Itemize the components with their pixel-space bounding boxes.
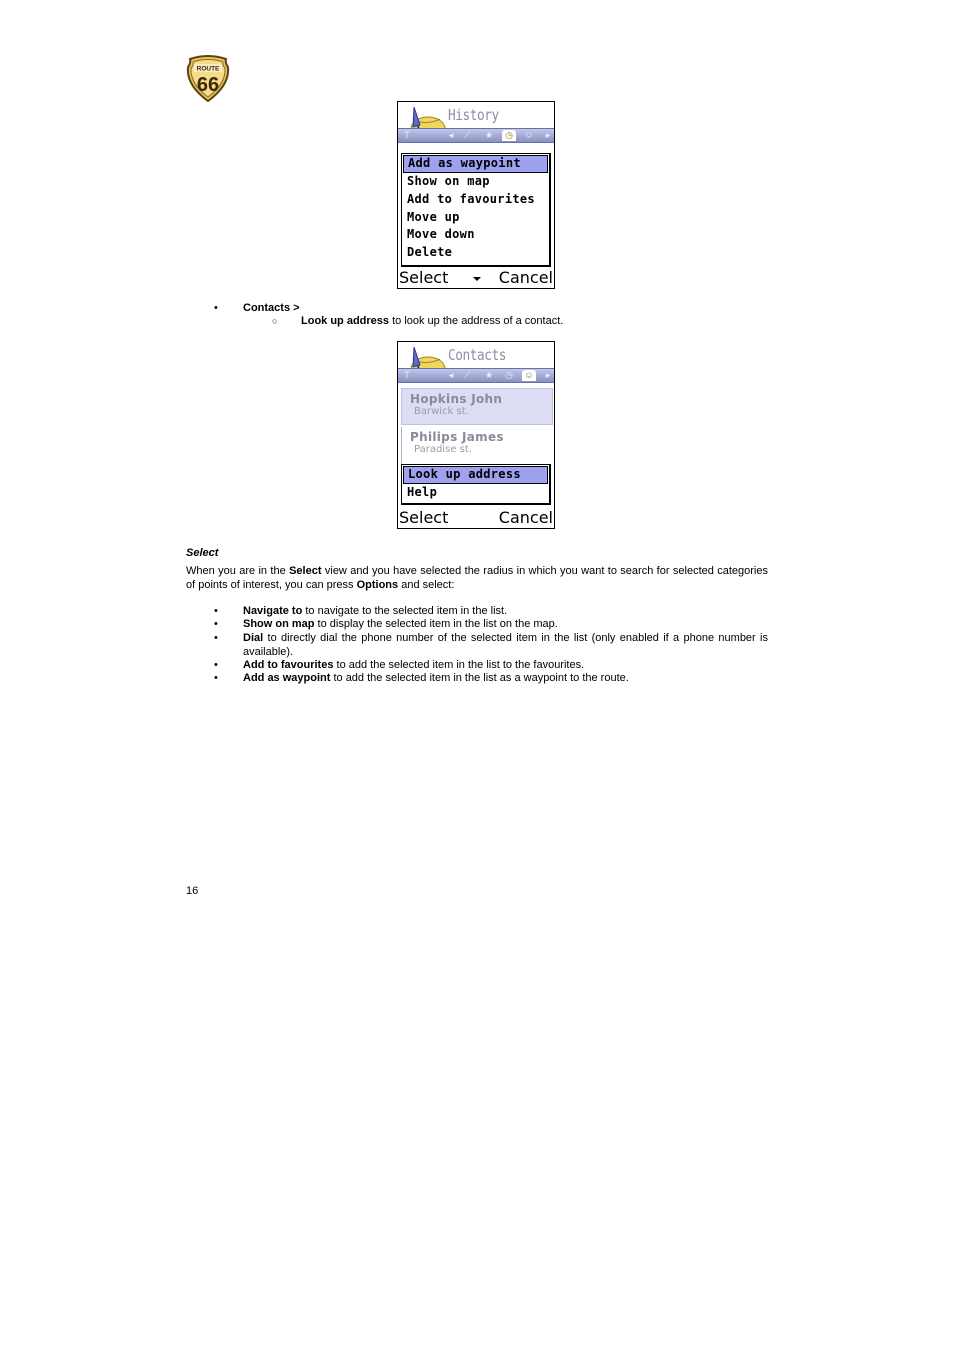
tab-bar	[398, 128, 554, 143]
list-item	[243, 632, 768, 659]
list-item[interactable]	[401, 427, 553, 464]
item-term: Add as waypoint	[243, 672, 331, 684]
menu-item-help[interactable]: Help	[407, 485, 438, 499]
menu-item-add-to-favourites[interactable]: Add to favourites	[407, 191, 535, 206]
svg-text:ROUTE: ROUTE	[196, 65, 220, 73]
star-icon[interactable]: ★	[484, 370, 494, 380]
signal-icon: T	[404, 130, 410, 140]
softkey-bar	[398, 268, 554, 288]
menu-item-move-down[interactable]: Move down	[407, 227, 475, 242]
look-up-address-term: Look up address	[301, 315, 390, 327]
item-desc: to add the selected item in the list to the favourites.	[333, 659, 585, 671]
arrow-right-icon[interactable]: ▸	[545, 370, 551, 380]
contact-name: Philips James	[410, 430, 504, 444]
options-menu	[401, 464, 551, 505]
intro-term: Select	[289, 565, 322, 577]
page-number: 16	[186, 885, 199, 897]
clock-icon[interactable]: ◷	[505, 370, 513, 380]
route66-logo	[185, 55, 231, 103]
contacts-screenshot	[397, 341, 555, 529]
list-item	[243, 618, 768, 632]
screen-title: Contacts	[448, 346, 507, 364]
arrow-left-icon[interactable]: ◂	[448, 370, 454, 380]
intro-text: view and you have selected the radius in which you want to search for selected categories of points of interest, you can press	[186, 565, 768, 591]
route-icon[interactable]: ⟋	[463, 130, 471, 140]
item-desc: to directly dial the phone number of the selected item in the list (only enabled if a phone number is available).	[243, 632, 768, 658]
star-icon[interactable]: ★	[484, 130, 494, 140]
tab-bar	[398, 368, 554, 383]
intro-text: When you are in the	[186, 565, 290, 577]
sub-bullet-circle: ○	[272, 316, 278, 326]
contacts-bullet-label: Contacts >	[243, 302, 300, 314]
item-desc: to navigate to the selected item in the list.	[302, 605, 508, 617]
screen-header	[398, 342, 554, 392]
screen-title: History	[448, 106, 499, 124]
bullet-dot: •	[214, 302, 218, 314]
list-item[interactable]	[401, 388, 553, 425]
contact-street: Barwick st.	[414, 406, 469, 417]
item-term: Navigate to	[243, 605, 303, 617]
intro-term: Options	[356, 578, 399, 591]
bullet-dot: •	[214, 632, 218, 644]
svg-text:66: 66	[196, 74, 220, 96]
list-item	[243, 659, 768, 673]
screen-header	[398, 102, 554, 152]
item-term: Add to favourites	[243, 659, 334, 671]
list-item	[243, 672, 768, 686]
options-menu	[401, 153, 551, 267]
item-desc: to add the selected item in the list as a waypoint to the route.	[330, 672, 629, 684]
clock-icon[interactable]: ◷	[502, 130, 516, 141]
contact-street: Paradise st.	[414, 444, 472, 455]
item-term: Dial	[243, 632, 264, 644]
arrow-left-icon[interactable]: ◂	[448, 130, 454, 140]
menu-item-show-on-map[interactable]: Show on map	[407, 174, 490, 188]
bullet-dot: •	[214, 605, 218, 617]
cancel-softkey[interactable]: Cancel	[498, 508, 553, 527]
scroll-down-icon	[473, 277, 481, 281]
bullet-dot: •	[214, 659, 218, 671]
intro-text: and select:	[398, 578, 455, 591]
bullet-dot: •	[214, 618, 218, 630]
list-item	[243, 605, 768, 619]
softkey-bar	[398, 508, 554, 528]
item-desc: to display the selected item in the list on the map.	[314, 618, 558, 630]
section-heading: Select	[186, 547, 219, 559]
contacts-icon[interactable]: ☺	[524, 130, 534, 140]
menu-item-move-up[interactable]: Move up	[407, 209, 460, 224]
route-icon[interactable]: ⟋	[463, 370, 471, 380]
signal-icon: T	[404, 370, 410, 380]
arrow-right-icon[interactable]: ▸	[545, 130, 551, 140]
contact-name: Hopkins John	[410, 392, 503, 406]
menu-item-look-up-address[interactable]: Look up address	[403, 466, 548, 484]
look-up-address-desc: to look up the address of a contact.	[389, 315, 564, 327]
bullet-dot: •	[214, 672, 218, 684]
select-softkey[interactable]: Select	[399, 268, 449, 287]
contacts-icon[interactable]: ☺	[522, 370, 536, 381]
contacts-sub-item	[301, 315, 563, 329]
cancel-softkey[interactable]: Cancel	[498, 268, 553, 287]
history-screenshot	[397, 101, 555, 289]
select-softkey[interactable]: Select	[399, 508, 449, 527]
menu-item-add-as-waypoint[interactable]: Add as waypoint	[403, 155, 548, 173]
item-term: Show on map	[243, 618, 315, 630]
menu-item-delete[interactable]: Delete	[407, 245, 453, 260]
intro-paragraph	[186, 565, 768, 592]
